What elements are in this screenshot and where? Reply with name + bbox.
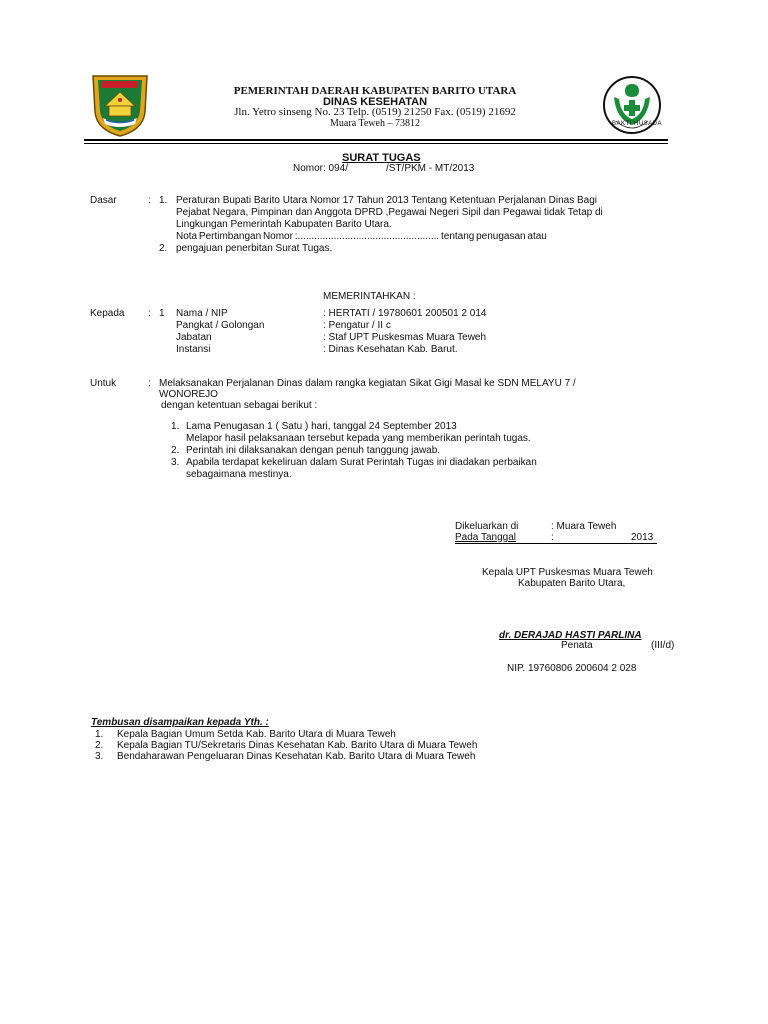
untuk-item3-num: 3. (171, 457, 180, 468)
untuk-line3: dengan ketentuan sebagai berikut : (161, 400, 318, 411)
kepada-label: Kepada (90, 308, 125, 319)
signer-rank: Penata (561, 640, 593, 651)
document-number-prefix: Nomor: 094/ (293, 163, 349, 174)
tembusan-item3-text: Bendaharawan Pengeluaran Dinas Kesehatan Kab. Barito Utara di Muara Teweh (117, 751, 476, 762)
untuk-item1-num: 1. (171, 421, 180, 432)
kepada-nama-label: Nama / NIP (176, 308, 228, 319)
dasar-item1-line2: Pejabat Negara, Pimpinan dan Anggota DPRD ,Pegawai Negeri Sipil dan Pegawai tidak Tetap di (176, 207, 603, 218)
untuk-line2: WONOREJO (159, 389, 218, 400)
untuk-item1-line2: Melapor hasil pelaksanaan tersebut kepada yang memberikan perintah tugas. (186, 433, 531, 444)
tembusan-item1-num: 1. (95, 729, 104, 740)
kepada-instansi-label: Instansi (176, 344, 211, 355)
memerintahkan-heading: MEMERINTAHKAN : (323, 291, 416, 302)
kepada-pangkat-value: : Pengatur / II c (323, 320, 391, 331)
tembusan-item2-num: 2. (95, 740, 104, 751)
dasar-item2-text: pengajuan penerbitan Surat Tugas. (176, 243, 333, 254)
dasar-item2-num: 2. (159, 243, 168, 254)
dasar-colon: : (148, 195, 151, 206)
kepada-num: 1 (159, 308, 165, 319)
signer-regency: Kabupaten Barito Utara, (518, 578, 626, 589)
issued-date-label: Pada Tanggal (455, 532, 516, 543)
header-agency: DINAS KESEHATAN (322, 96, 428, 108)
tembusan-title: Tembusan disampaikan kepada Yth. : (91, 717, 269, 728)
header-address: Jln. Yetro sinseng No. 23 Telp. (0519) 21250 Fax. (0519) 21692 (234, 106, 516, 118)
issued-date-underline (455, 543, 657, 544)
tembusan-item3-num: 3. (95, 751, 104, 762)
dasar-item1-line3: Lingkungan Pemerintah Kabupaten Barito Utara. (176, 219, 392, 230)
dasar-label: Dasar (90, 195, 117, 206)
untuk-item2-num: 2. (171, 445, 180, 456)
issued-place-value: : Muara Teweh (551, 521, 617, 532)
untuk-colon: : (148, 378, 151, 389)
signer-nip: NIP. 19760806 200604 2 028 (507, 663, 637, 674)
bakti-husada-label: BAKTI HUSADA (612, 121, 663, 127)
barito-utara-logo (89, 72, 151, 138)
kepada-pangkat-label: Pangkat / Golongan (176, 320, 265, 331)
kepada-colon: : (148, 308, 151, 319)
kepada-jabatan-value: : Staf UPT Puskesmas Muara Teweh (323, 332, 487, 343)
kepada-nama-value: : HERTATI / 19780601 200501 2 014 (323, 308, 487, 319)
header-divider-thin (84, 143, 668, 144)
untuk-line1: Melaksanakan Perjalanan Dinas dalam rangka kegiatan Sikat Gigi Masal ke SDN MELAYU 7 / (159, 378, 576, 389)
bakti-husada-logo (602, 75, 662, 137)
header-government: PEMERINTAH DAERAH KABUPATEN BARITO UTARA (233, 85, 517, 97)
issued-date-value: 2013 (631, 532, 654, 543)
document-title: SURAT TUGAS (342, 152, 421, 164)
untuk-label: Untuk (90, 378, 117, 389)
dasar-item1-line4: Nota Pertimbangan Nomor :................................................... tentang penugasan atau (176, 231, 547, 242)
tembusan-item1-text: Kepala Bagian Umum Setda Kab. Barito Utara di Muara Teweh (117, 729, 396, 740)
header-city: Muara Teweh – 73812 (330, 118, 420, 129)
tembusan-item2-text: Kepala Bagian TU/Sekretaris Dinas Kesehatan Kab. Barito Utara di Muara Teweh (117, 740, 478, 751)
untuk-item1-line1: Lama Penugasan 1 ( Satu ) hari, tanggal 24 September 2013 (186, 421, 457, 432)
signer-name: dr. DERAJAD HASTI PARLINA (499, 630, 642, 641)
kepada-instansi-value: : Dinas Kesehatan Kab. Barut. (323, 344, 458, 355)
untuk-item3-line2: sebagaimana mestinya. (186, 469, 292, 480)
kepada-jabatan-label: Jabatan (176, 332, 212, 343)
untuk-item3-line1: Apabila terdapat kekeliruan dalam Surat Perintah Tugas ini diadakan perbaikan (186, 457, 537, 468)
header-divider-thick (84, 139, 668, 141)
document-number-suffix: /ST/PKM - MT/2013 (386, 163, 475, 174)
issued-place-label: Dikeluarkan di (455, 521, 519, 532)
signer-office: Kepala UPT Puskesmas Muara Teweh (482, 567, 653, 578)
dasar-item1-num: 1. (159, 195, 168, 206)
issued-date-colon: : (551, 532, 554, 543)
signer-grade: (III/d) (651, 640, 675, 651)
untuk-item2-line1: Perintah ini dilaksanakan dengan penuh tanggung jawab. (186, 445, 441, 456)
dasar-item1-line1: Peraturan Bupati Barito Utara Nomor 17 Tahun 2013 Tentang Ketentuan Perjalanan Dinas Bagi (176, 195, 598, 206)
